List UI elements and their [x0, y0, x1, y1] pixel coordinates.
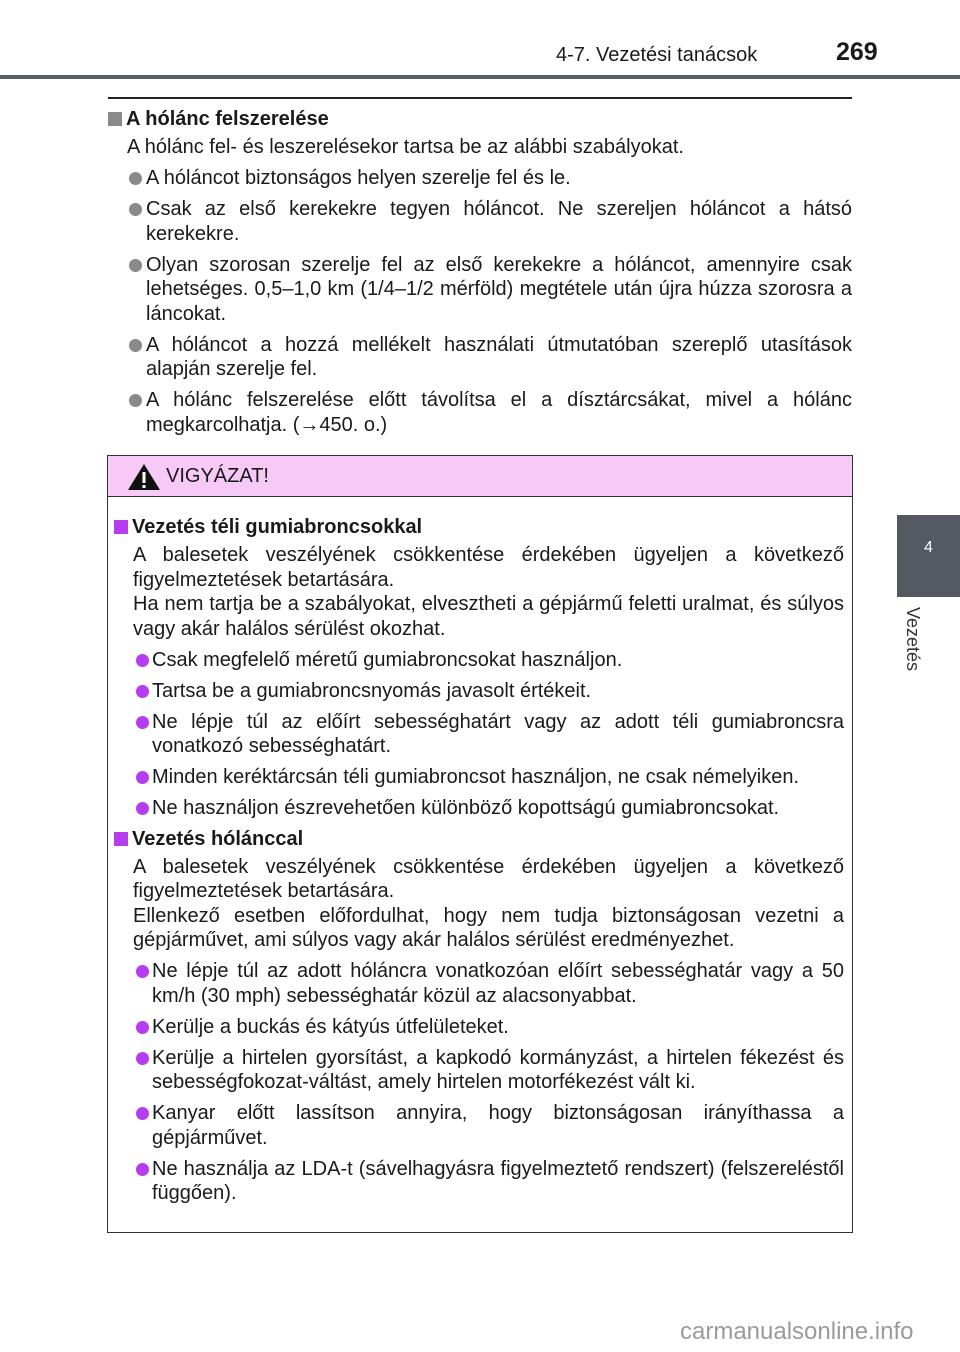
section-header: 4-7. Vezetési tanácsok	[556, 44, 758, 66]
list-item-text: Csak az első kerekekre tegyen hóláncot. Ne szereljen hóláncot a hátsó kerekekre.	[146, 198, 852, 245]
list-item	[114, 679, 844, 704]
section-heading	[108, 107, 852, 132]
bullet-icon	[136, 1052, 149, 1065]
heading-text: A hólánc felszerelése	[126, 108, 329, 130]
bullet-icon	[129, 339, 142, 352]
intro-text: Ellenkező esetben előfordulhat, hogy nem tudja biztonságosan vezetni a gépjárművet, ami súlyos vagy akár halálos sérülést eredményezhet.	[133, 904, 844, 951]
list-item-text: Kerülje a hirtelen gyorsítást, a kapkodó kormányzást, a hirtelen fékezést és sebességfokozat-váltást, amely hirtelen motorfékezést vált ki.	[152, 1046, 844, 1093]
bullet-icon	[136, 802, 149, 815]
list-item-text: Csak megfelelő méretű gumiabroncsokat használjon.	[152, 648, 623, 671]
bullet-icon	[136, 771, 149, 784]
bullet-icon	[136, 716, 149, 729]
section-divider	[108, 97, 852, 99]
subsection-heading	[114, 515, 844, 540]
warning-icon	[127, 463, 161, 491]
section-snow-chains	[108, 107, 852, 437]
list-item	[114, 1046, 844, 1095]
heading-text: Vezetés téli gumiabroncsokkal	[132, 516, 423, 538]
list-item-text: Ne lépje túl az adott hóláncra vonatkozóan előírt sebességhatár vagy a 50 km/h (30 mph) sebességhatár közül az alacsonyabbat.	[152, 960, 844, 1007]
heading-text: Vezetés hólánccal	[132, 827, 304, 850]
list-item	[108, 166, 852, 191]
list-item	[114, 959, 844, 1008]
caution-box	[107, 455, 853, 1233]
square-bullet-icon	[114, 832, 128, 846]
list-item-text: A hóláncot a hozzá mellékelt használati útmutatóban szereplő utasítások alapján szerelje fel.	[146, 333, 852, 380]
square-bullet-icon	[114, 520, 128, 534]
watermark: carmanualsonline.info	[680, 1318, 914, 1345]
list-item-text: Kanyar előtt lassítson annyira, hogy biztonságosan irányíthassa a gépjárművet.	[152, 1102, 844, 1149]
list-item	[114, 648, 844, 673]
bullet-icon	[136, 685, 149, 698]
intro-text: A balesetek veszélyének csökkentése érdekében ügyeljen a következő figyelmeztetések betartására.	[133, 544, 844, 591]
list-item	[114, 1101, 844, 1150]
list-item-text: Ne használja az LDA-t (sávelhagyásra figyelmeztető rendszert) (felszereléstől függően).	[152, 1157, 844, 1204]
bullet-icon	[136, 1021, 149, 1034]
list-item-text: Ne használjon észrevehetően különböző kopottságú gumiabroncsokat.	[152, 797, 780, 819]
caution-header	[108, 456, 852, 497]
bullet-icon	[136, 1163, 149, 1176]
list-item	[108, 333, 852, 382]
bullet-icon	[136, 1107, 149, 1120]
subsection-heading	[114, 827, 844, 852]
list-item	[108, 197, 852, 246]
list-item	[108, 388, 852, 437]
square-bullet-icon	[108, 112, 122, 126]
list-item	[114, 796, 844, 821]
intro-text: A hólánc fel- és leszerelésekor tartsa be az alábbi szabályokat.	[127, 136, 684, 158]
list-item	[114, 1015, 844, 1040]
bullet-icon	[129, 259, 142, 272]
list-item-text: Minden keréktárcsán téli gumiabroncsot használjon, ne csak némelyiken.	[152, 766, 800, 788]
list-item-text: Kerülje a buckás és kátyús útfelületeket.	[152, 1015, 509, 1038]
page-number: 269	[836, 38, 878, 66]
chapter-tab[interactable]: 4	[897, 515, 960, 597]
list-item-text: Tartsa be a gumiabroncsnyomás javasolt értékeit.	[152, 679, 592, 702]
list-item-text: Olyan szorosan szerelje fel az első kerekekre a hóláncot, amennyire csak lehetséges. 0,5–1,0 km (1/4–1/2 mérföld) megtétele után újra húzza szorosra a láncokat.	[146, 253, 852, 325]
bullet-icon	[136, 654, 149, 667]
list-item-text: Ne lépje túl az előírt sebességhatárt vagy az adott téli gumiabroncsra vonatkozó sebességhatárt.	[152, 710, 844, 757]
list-item-text: A hólánc felszerelése előtt távolítsa el a dísztárcsákat, mivel a hólánc megkarcolhatja. (→450. o.)	[146, 389, 852, 436]
caution-title: VIGYÁZAT!	[166, 465, 269, 487]
bullet-icon	[136, 965, 149, 978]
intro-text: A balesetek veszélyének csökkentése érdekében ügyeljen a következő figyelmeztetések betartására.	[133, 855, 844, 902]
bullet-icon	[129, 394, 142, 407]
caution-body	[108, 497, 852, 1206]
list-item	[114, 710, 844, 759]
header-divider	[0, 75, 960, 79]
list-item	[108, 253, 852, 327]
bullet-icon	[129, 172, 142, 185]
chapter-tab-label: Vezetés	[903, 607, 923, 672]
intro-text: Ha nem tartja be a szabályokat, elvesztheti a gépjármű feletti uralmat, és súlyos vagy akár halálos sérülést okozhat.	[133, 593, 844, 640]
list-item	[114, 765, 844, 790]
bullet-icon	[129, 203, 142, 216]
list-item	[114, 1157, 844, 1206]
list-item-text: A hóláncot biztonságos helyen szerelje fel és le.	[146, 167, 571, 189]
